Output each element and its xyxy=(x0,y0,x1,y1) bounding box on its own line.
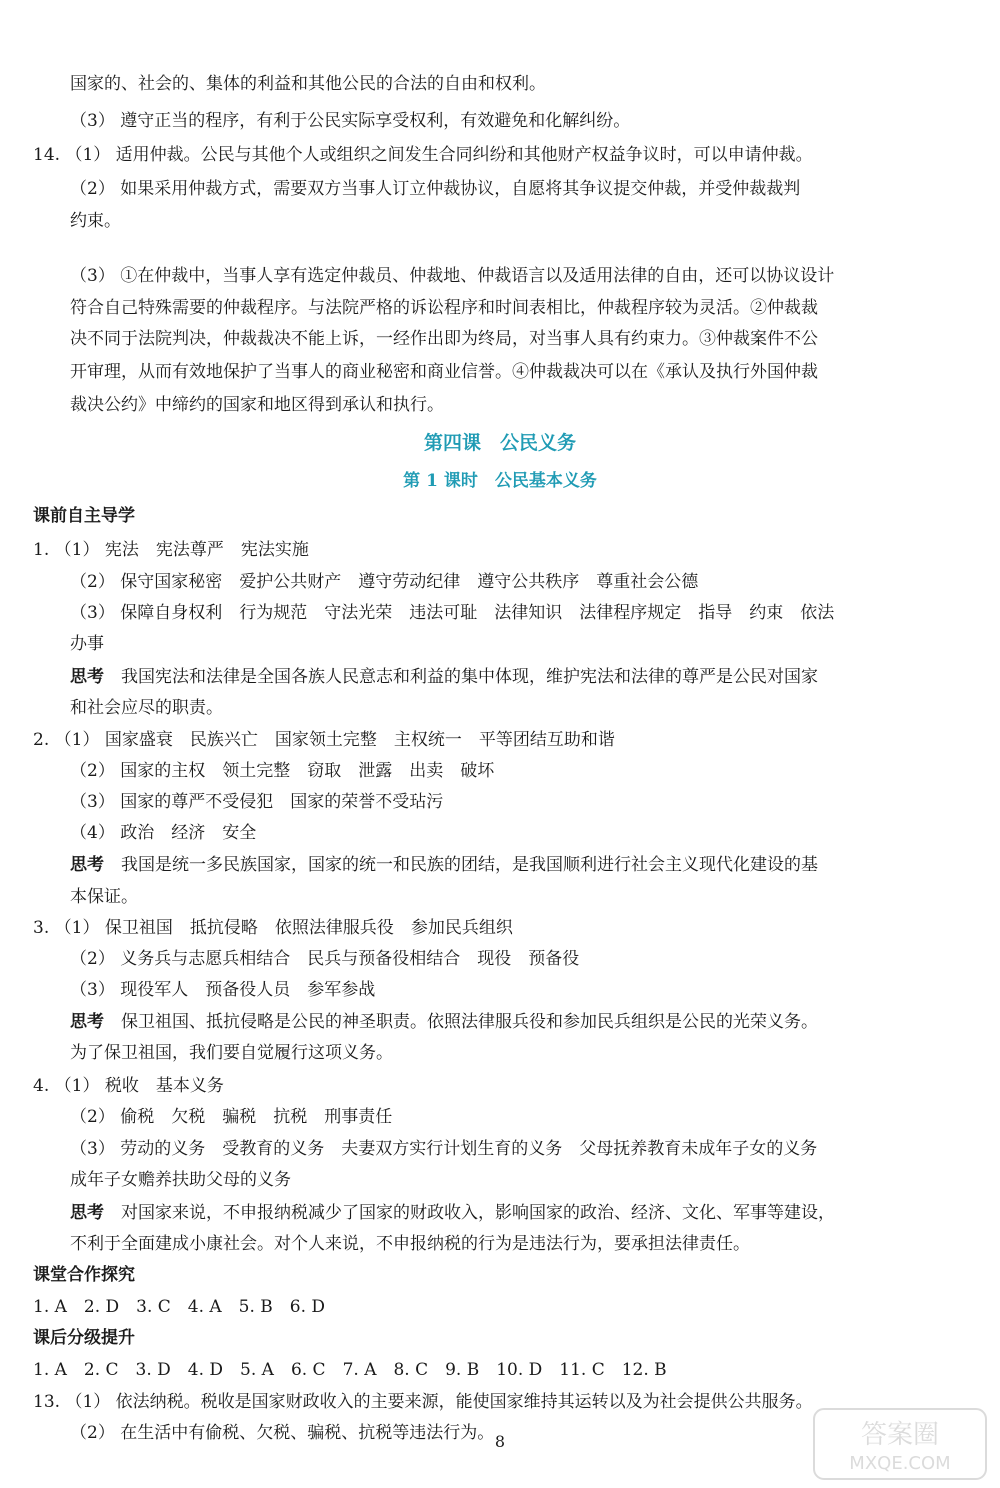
answer-line: （2） 在生活中有偷税、欠税、骗税、抗税等违法行为。 xyxy=(70,1423,495,1443)
text-line: （3） ①在仲裁中，当事人享有选定仲裁员、仲裁地、仲裁语言以及适用法律的自由，还可以协议设计 xyxy=(70,266,835,286)
answer-line: （3） 现役军人 预备役人员 参军参战 xyxy=(70,980,376,1000)
svg-text:答案圈: 答案圈 xyxy=(860,1420,940,1450)
period-title: 第 1 课时 公民基本义务 xyxy=(403,471,597,491)
text-line: 14. （1） 适用仲裁。公民与其他个人或组织之间发生合同纠纷和其他财产权益争议时，可以申请仲裁。 xyxy=(33,145,813,165)
answer-line: 4. （1） 税收 基本义务 xyxy=(33,1076,224,1096)
answer-line: 1. A 2. C 3. D 4. D 5. A 6. C 7. A 8. C 9. B 10. D 11. C 12. B xyxy=(33,1360,667,1380)
think-label: 思考 xyxy=(70,1203,104,1223)
svg-text:MXQE.COM: MXQE.COM xyxy=(849,1453,951,1474)
answer-line: （2） 保守国家秘密 爱护公共财产 遵守劳动纪律 遵守公共秩序 尊重社会公德 xyxy=(70,572,699,592)
answer-line: 不利于全面建成小康社会。对个人来说，不申报纳税的行为是违法行为，要承担法律责任。 xyxy=(70,1234,750,1254)
answer-line: 13. （1） 依法纳税。税收是国家财政收入的主要来源，能使国家维持其运转以及为社会提供公共服务。 xyxy=(33,1392,813,1412)
think-paragraph xyxy=(70,1011,818,1033)
think-label: 思考 xyxy=(70,1012,104,1032)
think-text: 我国是统一多民族国家，国家的统一和民族的团结，是我国顺利进行社会主义现代化建设的基 xyxy=(121,855,818,875)
answer-line: （2） 国家的主权 领土完整 窃取 泄露 出卖 破坏 xyxy=(70,761,495,781)
text-line: 符合自己特殊需要的仲裁程序。与法院严格的诉讼程序和时间表相比，仲裁程序较为灵活。②仲裁裁 xyxy=(70,298,818,318)
section-heading: 课堂合作探究 xyxy=(33,1265,135,1285)
lesson-title: 第四课 公民义务 xyxy=(423,432,576,454)
section-heading: 课后分级提升 xyxy=(33,1328,135,1348)
text-line: 约束。 xyxy=(70,211,121,231)
think-paragraph xyxy=(70,854,818,876)
answer-line: （2） 义务兵与志愿兵相结合 民兵与预备役相结合 现役 预备役 xyxy=(70,949,580,969)
text-line: 决不同于法院判决，仲裁裁决不能上诉，一经作出即为终局，对当事人具有约束力。③仲裁案件不公 xyxy=(70,329,818,349)
think-paragraph xyxy=(70,1202,835,1224)
section-heading: 课前自主导学 xyxy=(33,506,135,526)
answer-line: 和社会应尽的职责。 xyxy=(70,698,223,718)
watermark-icon xyxy=(810,1405,990,1483)
text-line: （3） 遵守正当的程序，有利于公民实际享受权利，有效避免和化解纠纷。 xyxy=(70,111,631,131)
answer-line: 1. A 2. D 3. C 4. A 5. B 6. D xyxy=(33,1297,326,1317)
text-line: 裁决公约》中缔约的国家和地区得到承认和执行。 xyxy=(70,395,444,415)
page-number: 8 xyxy=(494,1432,506,1451)
think-label: 思考 xyxy=(70,855,104,875)
answer-line: （4） 政治 经济 安全 xyxy=(70,823,257,843)
think-label: 思考 xyxy=(70,667,104,687)
answer-line: 成年子女赡养扶助父母的义务 xyxy=(70,1170,291,1190)
watermark-logo xyxy=(810,1405,990,1483)
think-paragraph xyxy=(70,666,818,688)
answer-line: 办事 xyxy=(70,634,104,654)
answer-line: （3） 国家的尊严不受侵犯 国家的荣誉不受玷污 xyxy=(70,792,444,812)
think-text: 我国宪法和法律是全国各族人民意志和利益的集中体现，维护宪法和法律的尊严是公民对国家 xyxy=(121,667,818,687)
answer-line: （3） 保障自身权利 行为规范 守法光荣 违法可耻 法律知识 法律程序规定 指导 约束 依法 xyxy=(70,603,835,623)
think-text: 对国家来说，不申报纳税减少了国家的财政收入，影响国家的政治、经济、文化、军事等建设， xyxy=(121,1203,835,1223)
answer-line: 为了保卫祖国，我们要自觉履行这项义务。 xyxy=(70,1043,393,1063)
answer-line: 2. （1） 国家盛衰 民族兴亡 国家领土完整 主权统一 平等团结互助和谐 xyxy=(33,730,615,750)
answer-line: （2） 偷税 欠税 骗税 抗税 刑事责任 xyxy=(70,1107,393,1127)
text-line: （2） 如果采用仲裁方式，需要双方当事人订立仲裁协议，自愿将其争议提交仲裁，并受仲裁裁判 xyxy=(70,179,801,199)
answer-line: 本保证。 xyxy=(70,887,138,907)
text-line: 开审理，从而有效地保护了当事人的商业秘密和商业信誉。④仲裁裁决可以在《承认及执行外国仲裁 xyxy=(70,362,818,382)
text-line: 国家的、社会的、集体的利益和其他公民的合法的自由和权利。 xyxy=(70,74,546,94)
answer-line: 3. （1） 保卫祖国 抵抗侵略 依照法律服兵役 参加民兵组织 xyxy=(33,918,513,938)
answer-line: 1. （1） 宪法 宪法尊严 宪法实施 xyxy=(33,540,309,560)
think-text: 保卫祖国、抵抗侵略是公民的神圣职责。依照法律服兵役和参加民兵组织是公民的光荣义务。 xyxy=(121,1012,818,1032)
answer-line: （3） 劳动的义务 受教育的义务 夫妻双方实行计划生育的义务 父母抚养教育未成年子女的义务 xyxy=(70,1139,818,1159)
